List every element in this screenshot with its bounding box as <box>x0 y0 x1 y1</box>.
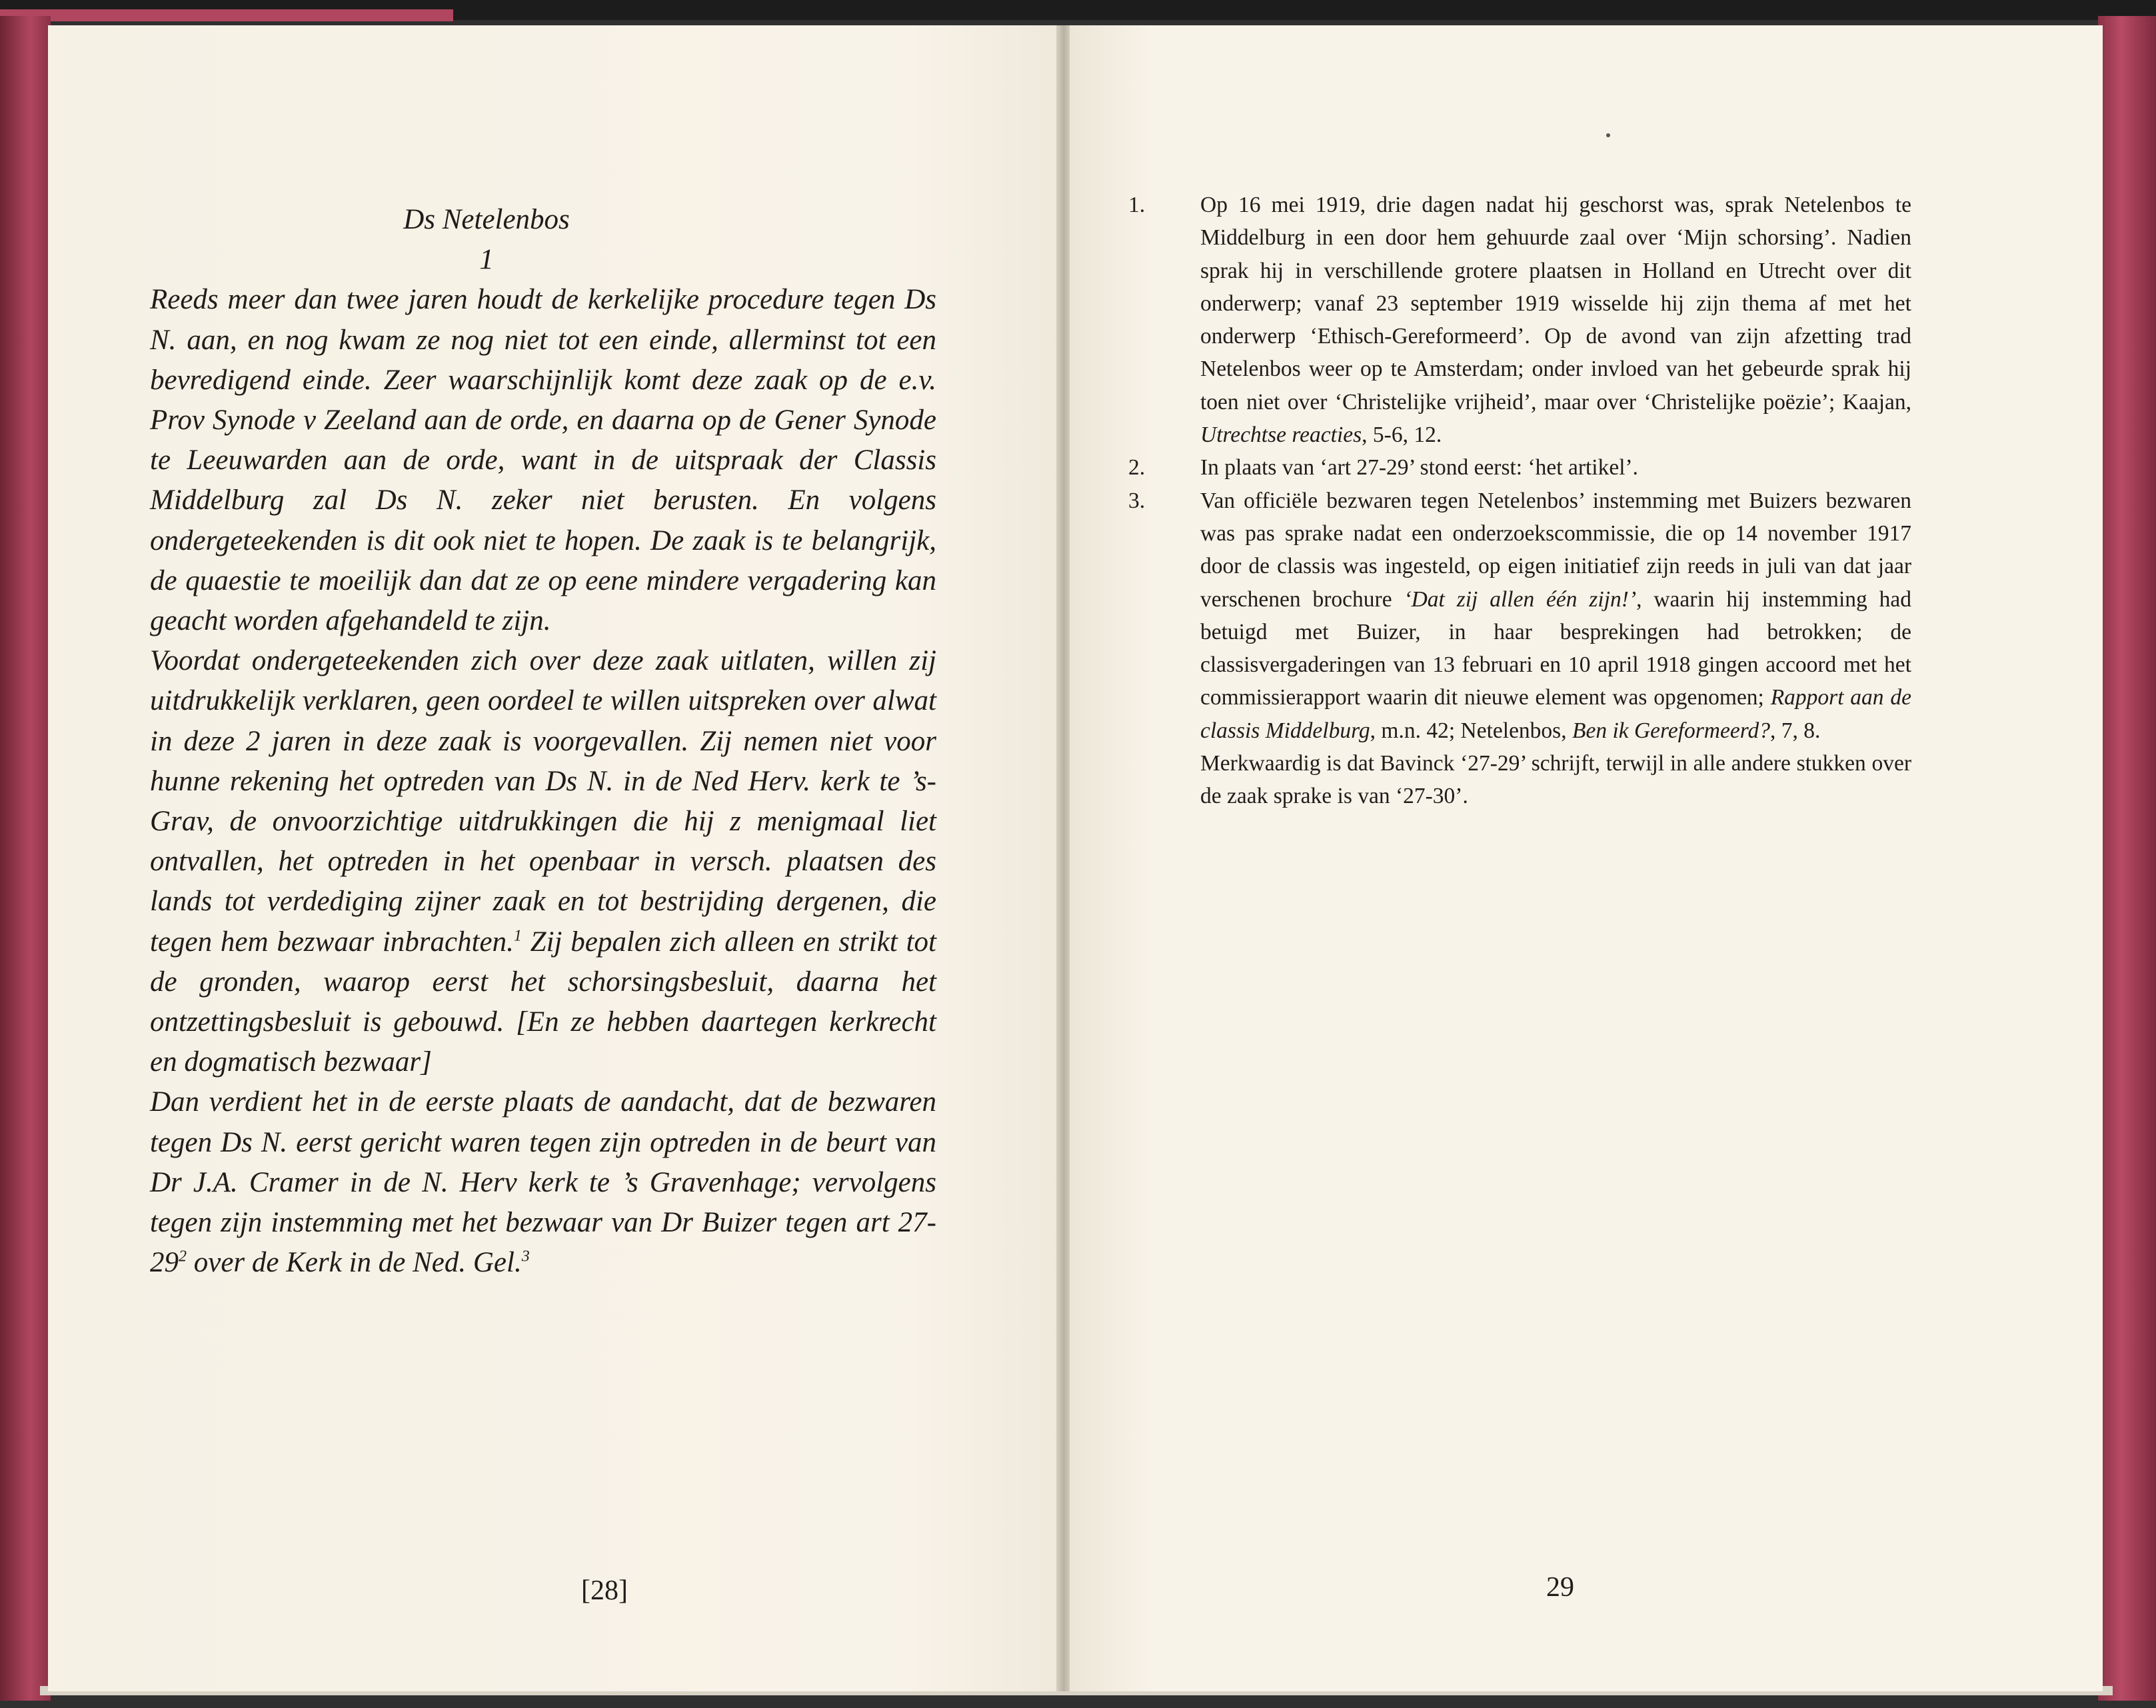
cover-top-edge <box>0 0 2156 20</box>
note-3-continuation-text: Merkwaardig is dat Bavinck ‘27-29’ schrijft, terwijl in alle andere stukken over de zaak sprake is van ‘27-30’. <box>1200 751 1911 809</box>
letter-paragraph-2-text: Voordat ondergeteekenden zich over deze zaak uitlaten, willen zij uitdrukkelijk verklaren, geen oordeel te willen uitspreken over alwat in deze 2 jaren in deze zaak is voorgevallen. Zij nemen niet voor hunne rekening het optreden van Ds N. in de Ned Herv. kerk te ’s-Grav, de onvoorzichtige uitdrukkingen die hij z menigmaal liet ontvallen, het optreden in het openbaar in versch. plaatsen des lands tot verdediging zijner zaak en tot bestrijding dergenen, die tegen hem bezwaar inbrachten. <box>150 645 936 958</box>
book-gutter <box>1056 25 1071 1691</box>
note-text <box>1200 484 1911 747</box>
note-item <box>1128 451 1911 484</box>
note-1-tail: , 5-6, 12. <box>1362 423 1442 448</box>
letter-paragraph-3-text: Dan verdient het in de eerste plaats de aandacht, dat de bezwaren tegen Ds N. eerst gericht waren tegen zijn optreden in de beurt van Dr J.A. Cramer in de N. Herv kerk te ’s Gravenhage; vervolgens tegen zijn instemming met het bezwaar van Dr Buizer tegen art 27-29 <box>150 1086 936 1279</box>
note-2-text: In plaats van ‘art 27-29’ stond eerst: ‘het artikel’. <box>1200 455 1639 480</box>
note-text <box>1200 189 1911 451</box>
letter-paragraph-2b-text: Zij bepalen zich alleen en strikt tot de gronden, waarop eerst het schorsingsbesluit, daarna het ontzettingsbesluit is gebouwd. [En ze hebben daartegen kerkrecht en dogmatisch bezwaar] <box>150 926 936 1078</box>
cover-red-strip <box>0 9 453 21</box>
letter-paragraph-3-end: over de Kerk in de Ned. Gel. <box>193 1247 522 1279</box>
footnote-mark-2: 2 <box>179 1248 187 1266</box>
right-page-number: 29 <box>1546 1572 1574 1603</box>
note-number: 3. <box>1128 488 1146 513</box>
note-3-italic-3: Ben ik Gereformeerd? <box>1572 718 1771 743</box>
note-3-italic: ‘Dat zij allen één zijn!’ <box>1404 586 1637 612</box>
notes-list <box>1128 189 1911 813</box>
page-speck <box>1606 133 1610 137</box>
letter-paragraph-3 <box>150 1082 936 1283</box>
letter-title: Ds Netelenbos <box>403 204 570 235</box>
note-item <box>1128 484 1911 747</box>
note-item <box>1128 189 1911 451</box>
note-3-tail-3: , 7, 8. <box>1770 718 1821 743</box>
footnote-mark-1: 1 <box>513 927 522 945</box>
letter-section-number: 1 <box>479 244 494 276</box>
note-3-tail-2: , m.n. 42; Netelenbos, <box>1370 718 1567 743</box>
note-1-italic: Utrechtse reacties <box>1200 423 1362 448</box>
note-number: 1. <box>1128 193 1146 217</box>
note-item-continuation <box>1128 747 1911 813</box>
note-3-italic-2: Rapport aan de classis Middelburg <box>1200 685 1911 743</box>
footnote-mark-3: 3 <box>521 1248 530 1266</box>
letter-paragraph-1: Reeds meer dan twee jaren houdt de kerkelijke procedure tegen Ds N. aan, en nog kwam ze nog niet tot een einde, allerminst tot een bevredigend einde. Zeer waarschijnlijk komt deze zaak op de e.v. Prov Synode v Zeeland aan de orde, en daarna op de Gener Synode te Leeuwarden aan de orde, want in de uitspraak der Classis Middelburg zal Ds N. zeker niet berusten. En volgens ondergeteekenden is dit ook niet te hopen. De zaak is te belangrijk, de quaestie te moeilijk dan dat ze op eene mindere vergadering kan geacht worden afgehandeld te zijn. <box>150 284 936 637</box>
note-3-tail: , waarin hij instemming had betuigd met Buizer, in haar besprekingen had betrokken; de classisvergaderingen van 13 februari en 10 april 1918 gingen accoord met het commissierapport waarin dit nieuwe element was opgenomen; <box>1200 586 1912 710</box>
cover-right-edge <box>2098 16 2156 1701</box>
left-page-number: [28] <box>581 1575 628 1606</box>
note-1-text: Op 16 mei 1919, drie dagen nadat hij geschorst was, sprak Netelenbos te Middelburg in een door hem gehuurde zaal over ‘Mijn schorsing’. Nadien sprak hij in verschillende grotere plaatsen in Holland en Utrecht over dit onderwerp; vanaf 23 september 1919 wisselde hij zijn thema af met het onderwerp ‘Ethisch-Gereformeerd’. Op de avond van zijn afzetting trad Netelenbos weer op te Amsterdam; onder invloed van het gebeurde sprak hij toen niet over ‘Christelijke vrijheid’, maar over ‘Christelijke poëzie’; Kaajan, <box>1200 193 1911 415</box>
letter-text <box>150 200 936 1283</box>
note-3-text: Van officiële bezwaren tegen Netelenbos’ instemming met Buizers bezwaren was pas sprake nadat een onderzoekscommissie, die op 14 november 1917 door de classis was ingesteld, op eigen initiatief zijn reeds in juli van dat jaar verschenen brochure <box>1200 488 1911 612</box>
letter-paragraph-2 <box>150 641 936 1082</box>
note-number: 2. <box>1128 455 1146 480</box>
